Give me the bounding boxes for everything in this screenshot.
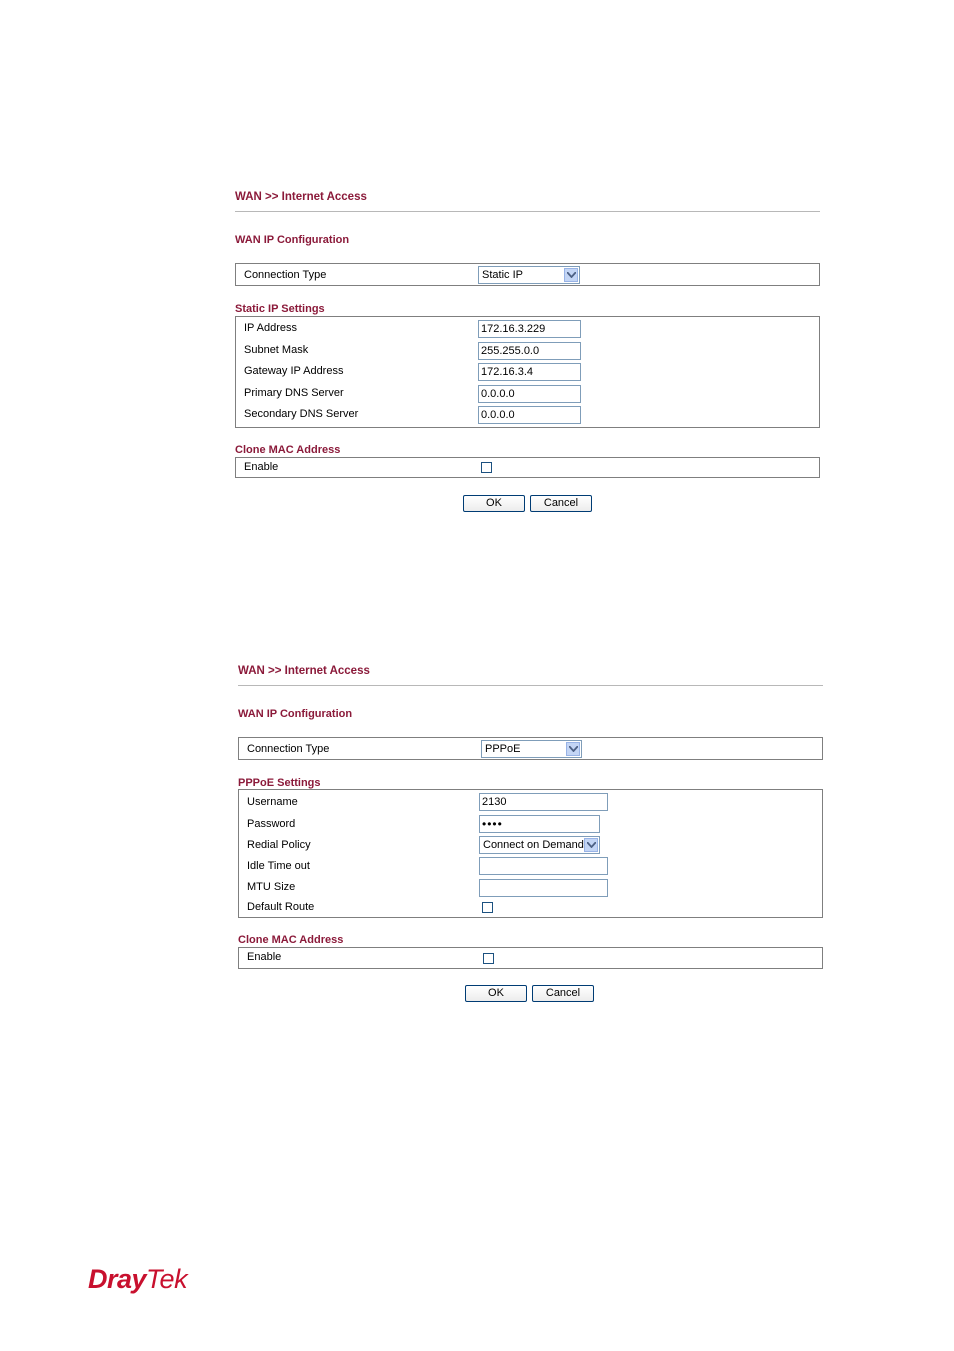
connection-type-box: [235, 263, 820, 286]
enable-label: Enable: [244, 461, 279, 473]
pppoe-settings-box: [238, 789, 823, 918]
logo-part-dray: Dray: [88, 1264, 147, 1294]
clone-mac-title: Clone MAC Address: [238, 934, 344, 946]
static-ip-panel: [235, 190, 821, 520]
chevron-down-icon[interactable]: [584, 838, 598, 852]
connection-type-select[interactable]: [478, 266, 580, 284]
clone-mac-title: Clone MAC Address: [235, 444, 341, 456]
mtu-size-label: MTU Size: [247, 881, 296, 893]
subnet-mask-field[interactable]: [478, 342, 581, 360]
static-ip-settings-box: [235, 316, 820, 428]
default-route-label: Default Route: [247, 901, 315, 913]
ip-address-field[interactable]: [478, 320, 581, 338]
pppoe-panel: [238, 664, 824, 1004]
ok-button[interactable]: OK: [465, 985, 527, 1002]
password-field[interactable]: ••••: [479, 815, 600, 833]
chevron-down-icon[interactable]: [564, 268, 578, 282]
connection-type-label: Connection Type: [247, 743, 330, 755]
pppoe-settings-title: PPPoE Settings: [238, 777, 321, 789]
idle-timeout-label: Idle Time out: [247, 860, 310, 872]
redial-policy-select[interactable]: [479, 836, 600, 854]
mtu-size-field[interactable]: [479, 879, 608, 897]
gateway-ip-label: Gateway IP Address: [244, 365, 344, 377]
breadcrumb: WAN >> Internet Access: [238, 665, 370, 677]
gateway-ip-field[interactable]: [478, 363, 581, 381]
connection-type-label: Connection Type: [244, 269, 327, 281]
ok-button[interactable]: OK: [463, 495, 525, 512]
divider: [238, 685, 823, 686]
password-label: Password: [247, 818, 296, 830]
page-title: WAN IP Configuration: [235, 234, 350, 246]
connection-type-box: [238, 737, 823, 760]
breadcrumb: WAN >> Internet Access: [235, 191, 367, 203]
secondary-dns-field[interactable]: [478, 406, 581, 424]
username-label: Username: [247, 796, 298, 808]
redial-policy-value: Connect on Demand: [483, 839, 584, 851]
redial-policy-label: Redial Policy: [247, 839, 311, 851]
enable-label: Enable: [247, 951, 282, 963]
default-route-checkbox[interactable]: [482, 902, 493, 913]
subnet-mask-label: Subnet Mask: [244, 344, 309, 356]
primary-dns-label: Primary DNS Server: [244, 387, 344, 399]
cancel-button[interactable]: Cancel: [530, 495, 592, 512]
connection-type-select[interactable]: [481, 740, 582, 758]
connection-type-value: Static IP: [482, 269, 523, 281]
ip-address-label: IP Address: [244, 322, 297, 334]
enable-checkbox[interactable]: [481, 462, 492, 473]
static-ip-settings-title: Static IP Settings: [235, 303, 325, 315]
chevron-down-icon[interactable]: [566, 742, 580, 756]
connection-type-value: PPPoE: [485, 743, 521, 755]
primary-dns-field[interactable]: [478, 385, 581, 403]
divider: [235, 211, 820, 212]
enable-checkbox[interactable]: [483, 953, 494, 964]
page-title: WAN IP Configuration: [238, 708, 353, 720]
logo-part-tek: Tek: [146, 1264, 188, 1294]
clone-mac-box: [238, 947, 823, 969]
secondary-dns-label: Secondary DNS Server: [244, 408, 359, 420]
username-field[interactable]: [479, 793, 608, 811]
idle-timeout-field[interactable]: [479, 857, 608, 875]
cancel-button[interactable]: Cancel: [532, 985, 594, 1002]
clone-mac-box: [235, 457, 820, 478]
draytek-logo: [88, 1264, 187, 1295]
